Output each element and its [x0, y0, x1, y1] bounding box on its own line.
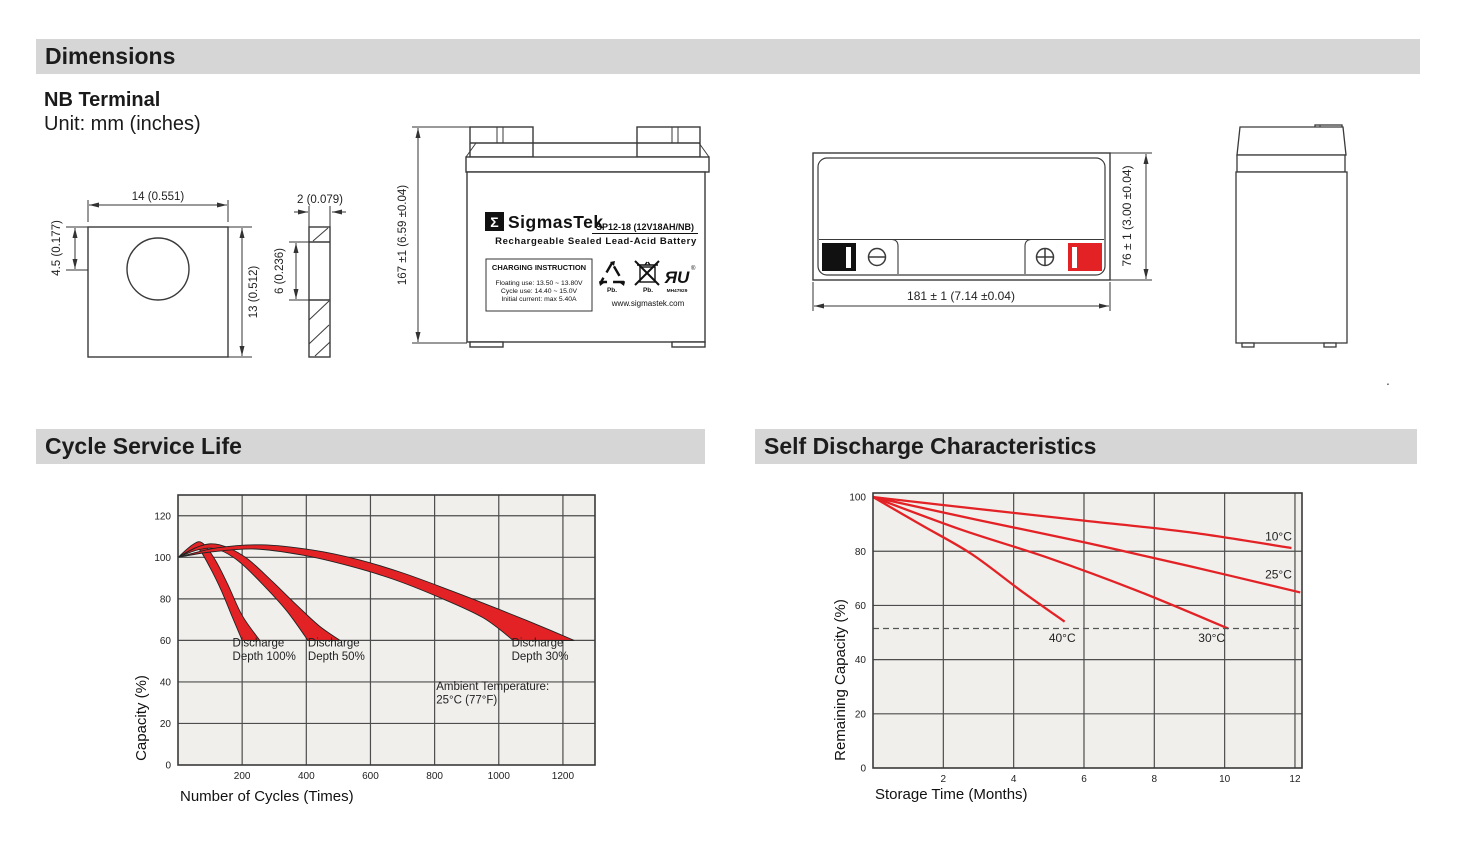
x-axis-title: Number of Cycles (Times) [180, 788, 354, 805]
dimension-drawings [0, 0, 1459, 425]
y-tick-label: 0 [860, 763, 866, 775]
section-header-cycle-life [36, 429, 705, 464]
terminal-side-view [309, 227, 330, 357]
x-tick-label: 1000 [487, 771, 510, 782]
ul-file-number: MH47929 [666, 289, 688, 294]
unit-note: Unit: mm (inches) [44, 113, 201, 135]
x-tick-label: 200 [233, 771, 251, 782]
x-tick-label: 600 [362, 771, 379, 782]
y-tick-label: 80 [159, 594, 171, 606]
dim-battery-width: 76 ± 1 (3.00 ±0.04) [1120, 165, 1134, 267]
section-title: Self Discharge Characteristics [764, 433, 1097, 459]
y-tick-label: 100 [849, 492, 866, 504]
y-axis-title: Capacity (%) [133, 675, 150, 761]
y-axis-title: Remaining Capacity (%) [832, 599, 849, 761]
dim-plate-thickness: 2 (0.079) [296, 194, 344, 206]
x-tick-label: 10 [1219, 774, 1231, 785]
terminal-type-heading: NB Terminal [44, 89, 161, 111]
x-tick-label: 1200 [551, 771, 575, 782]
height-dimension-lines [412, 127, 470, 343]
sigma-glyph: Σ [490, 214, 499, 230]
y-tick-label: 100 [154, 552, 171, 564]
label-subtitle: Rechargeable Sealed Lead-Acid Battery [495, 236, 697, 247]
y-tick-label: 60 [159, 635, 171, 647]
charging-line-1: Floating use: 13.50 ~ 13.80V [495, 280, 583, 287]
series-label: 30°C [1198, 631, 1226, 646]
dim-front-width: 14 (0.551) [131, 191, 185, 203]
x-tick-label: 4 [1010, 774, 1017, 785]
pb-bin-label: Pb. [642, 287, 654, 294]
annotation: Ambient Temperature: 25°C (77°F) [436, 681, 550, 707]
svg-text:ЯU: ЯU [664, 268, 690, 287]
charging-line-2: Cycle use: 14.40 ~ 15.0V [500, 288, 578, 295]
x-tick-label: 2 [940, 774, 947, 785]
x-tick-label: 6 [1081, 774, 1087, 785]
annotation: Discharge Depth 100% [232, 637, 296, 664]
dim-battery-length: 181 ± 1 (7.14 ±0.04) [907, 289, 1015, 303]
charging-line-3: Initial current: max 5.40A [501, 296, 577, 303]
y-tick-label: 120 [154, 511, 171, 523]
x-axis-title: Storage Time (Months) [875, 786, 1028, 803]
series-label: 40°C [1048, 631, 1076, 646]
dim-hole-diameter: 6 (0.236) [274, 247, 286, 295]
website-text: www.sigmastek.com [611, 299, 685, 308]
cycle-service-life-svg [120, 480, 630, 825]
battery-top-view [813, 153, 1110, 280]
dim-front-height: 13 (0.512) [248, 265, 260, 319]
terminal-front-view [88, 227, 228, 357]
y-tick-label: 40 [854, 655, 866, 667]
battery-side-view [1236, 125, 1347, 347]
series-label: 10°C [1265, 529, 1292, 544]
cycle-service-life-chart [120, 480, 630, 825]
charging-title: CHARGING INSTRUCTION [491, 263, 587, 272]
brand-name: SigmasTek [508, 212, 604, 232]
section-header-self-discharge [755, 429, 1417, 464]
pb-recycle-label: Pb. [606, 287, 618, 294]
y-tick-label: 60 [854, 600, 866, 612]
dim-hole-offset: 4.5 (0.177) [51, 220, 63, 276]
annotation: Discharge Depth 30% [511, 637, 569, 664]
model-number: SP12-18 (12V18AH/NB) [595, 222, 695, 232]
y-tick-label: 40 [159, 677, 171, 689]
x-tick-label: 8 [1151, 774, 1158, 785]
section-title: Dimensions [45, 43, 176, 69]
x-tick-label: 400 [297, 771, 315, 782]
x-tick-label: 800 [426, 771, 443, 782]
annotation: Discharge Depth 50% [307, 637, 365, 664]
stray-period-mark: . [1386, 372, 1390, 388]
x-tick-label: 12 [1289, 774, 1301, 785]
self-discharge-svg [820, 480, 1350, 825]
y-tick-label: 80 [854, 546, 866, 558]
y-tick-label: 0 [165, 760, 171, 772]
y-tick-label: 20 [854, 709, 866, 721]
self-discharge-chart [820, 480, 1350, 825]
dim-battery-height: 167 ±1 (6.59 ±0.04) [397, 184, 409, 286]
y-tick-label: 20 [159, 718, 171, 730]
series-label: 25°C [1265, 567, 1292, 582]
section-title: Cycle Service Life [45, 433, 242, 459]
ul-registered-mark: ® [691, 266, 696, 272]
